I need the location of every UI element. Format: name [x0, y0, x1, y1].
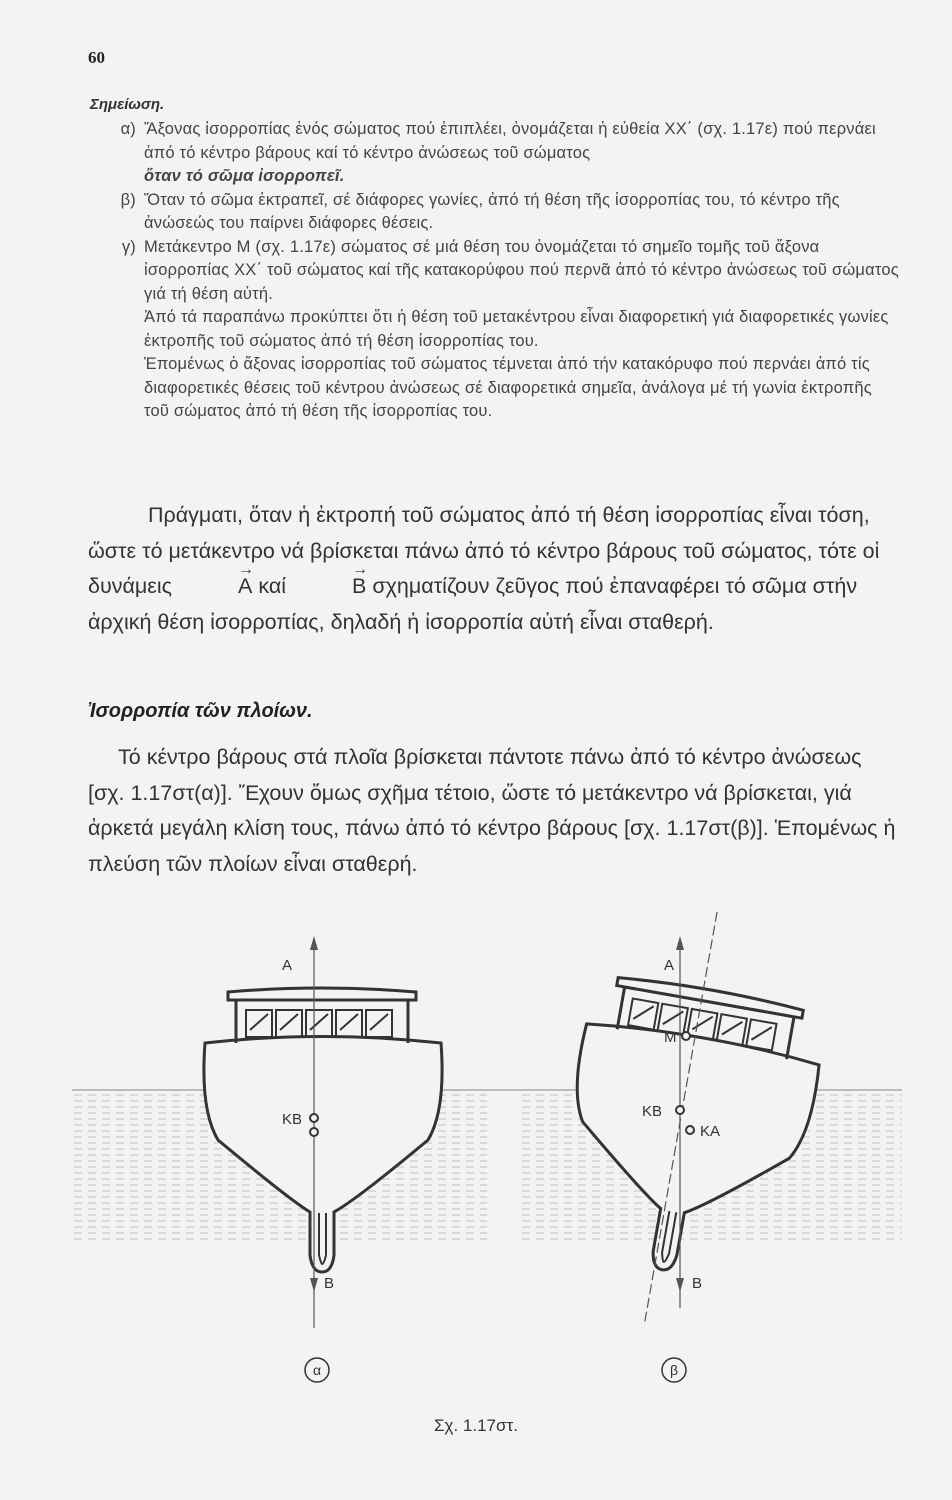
right-label-a: Α — [664, 957, 675, 974]
note-item-a — [90, 118, 900, 189]
and-word: καί — [258, 574, 287, 598]
main-paragraph-1-start: Πράγματι, ὅταν ἡ ἐκτροπή τοῦ σώματος ἀπό τή θέση ἰσορροπίας εἶναι τόση, ὥστε τό μετάκεντρο νά βρίσκεται πάνω ἀπό τό κέντρο βάρους τοῦ σώματος, τότε οἱ δυνάμεις — [88, 503, 880, 598]
note-item-a-label: α) — [120, 120, 136, 138]
note-item-c — [90, 236, 900, 307]
note-item-b-label: β) — [120, 190, 136, 209]
right-label-ka: ΚΑ — [700, 1123, 721, 1140]
note-item-a-text-1: Ἄξονας ἰσορροπίας ἑνός σώματος πού ἐπιπλέει, ὀνομάζεται ἡ εὐθεία ΧΧ΄ (σχ. 1.17ε) πού περνάει ἀπό τό κέντρο βάρους καί τό κέντρο ἀνώσεως τοῦ σώματος — [144, 120, 876, 162]
right-label-kb: ΚΒ — [642, 1103, 663, 1120]
vector-b — [292, 561, 369, 605]
section-title: Ἰσορροπία τῶν πλοίων. — [88, 700, 313, 722]
right-label-b: Β — [692, 1275, 703, 1292]
ship-left — [204, 936, 442, 1328]
note-block — [90, 118, 900, 424]
main-paragraph-2 — [88, 740, 898, 882]
note-heading: Σημείωση. — [90, 96, 165, 113]
left-label-kb: ΚΒ — [282, 1111, 303, 1128]
main-paragraph-1 — [88, 498, 898, 640]
note-item-a-text — [144, 118, 900, 189]
main-paragraph-2-text: Τό κέντρο βάρους στά πλοῖα βρίσκεται πάντοτε πάνω ἀπό τό κέντρο ἀνώσεως [σχ. 1.17στ(α)]. Ἔχουν ὅμως σχῆμα τέτοιο, ὥστε τό μετάκεντρο νά βρίσκεται, γιά ἀρκετά μεγάλη κλίση τους, πάνω ἀπό τό κέντρο βάρους [σχ. 1.17στ(β)]. Ἑπομένως ἡ πλεύση τῶν πλοίων εἶναι σταθερή. — [88, 745, 896, 876]
vector-a-label: Α — [238, 574, 253, 598]
page-number: 60 — [88, 48, 105, 67]
marker-b — [662, 1358, 686, 1382]
note-item-b-text: Ὅταν τό σῶμα ἐκτραπεῖ, σέ διάφορες γωνίες, ἀπό τή θέση τῆς ἰσορροπίας του, τό κέντρο τῆς ἀνώσεώς του παίρνει διάφορες θέσεις. — [144, 190, 840, 232]
figure-ship-stability — [60, 900, 920, 1400]
right-label-m: Μ — [664, 1029, 677, 1046]
note-item-a-emphasis: ὅταν τό σῶμα ἰσορροπεῖ. — [144, 167, 345, 185]
figure-caption: Σχ. 1.17στ. — [434, 1416, 518, 1435]
marker-b-text: β — [669, 1362, 679, 1378]
note-item-b — [90, 189, 900, 236]
vector-arrow-icon: → — [352, 561, 369, 578]
marker-a — [305, 1358, 329, 1382]
note-item-c-text: Μετάκεντρο Μ (σχ. 1.17ε) σώματος σέ μιά θέση του ὀνομάζεται τό σημεῖο τομῆς τοῦ ἄξονα ἰσορροπίας ΧΧ΄ τοῦ σώματος καί τῆς κατακορύφου πού περνᾶ ἀπό τό κέντρο ἀνώσεως τοῦ σώματος γιά τή θέση αὐτή. — [144, 237, 899, 303]
left-label-b: Β — [324, 1275, 335, 1292]
note-paragraph-2: Ἑπομένως ὁ ἄξονας ἰσορροπίας τοῦ σώματος τέμνεται ἀπό τήν κατακόρυφο πού περνάει ἀπό τίς διαφορετικές θέσεις τοῦ κέντρου ἀνώσεως σέ διαφορετικά σημεῖα, ἀνάλογα μέ τή γωνία ἐκτροπῆς τοῦ σώματος ἀπό τή θέση τῆς ἰσορροπίας του. — [144, 355, 872, 420]
vector-arrow-icon: → — [238, 561, 255, 578]
note-item-c-label: γ) — [121, 237, 136, 256]
left-label-a: Α — [282, 957, 293, 974]
main-paragraph-1-end: σχηματίζουν ζεῦγος πού ἐπαναφέρει τό σῶμα στήν ἀρχική θέση ἰσορροπίας, δηλαδή ἡ ἰσορροπία αὐτή εἶναι σταθερή. — [88, 574, 858, 634]
marker-a-text: α — [312, 1362, 322, 1378]
vector-b-label: Β — [352, 574, 367, 598]
note-paragraph-1: Ἀπό τά παραπάνω προκύπτει ὅτι ἡ θέση τοῦ μετακέντρου εἶναι διαφορετική γιά διαφορετικές γωνίες ἐκτροπῆς τοῦ σώματος ἀπό τή θέση ἰσορροπίας του. — [144, 308, 889, 350]
vector-a — [178, 561, 255, 605]
